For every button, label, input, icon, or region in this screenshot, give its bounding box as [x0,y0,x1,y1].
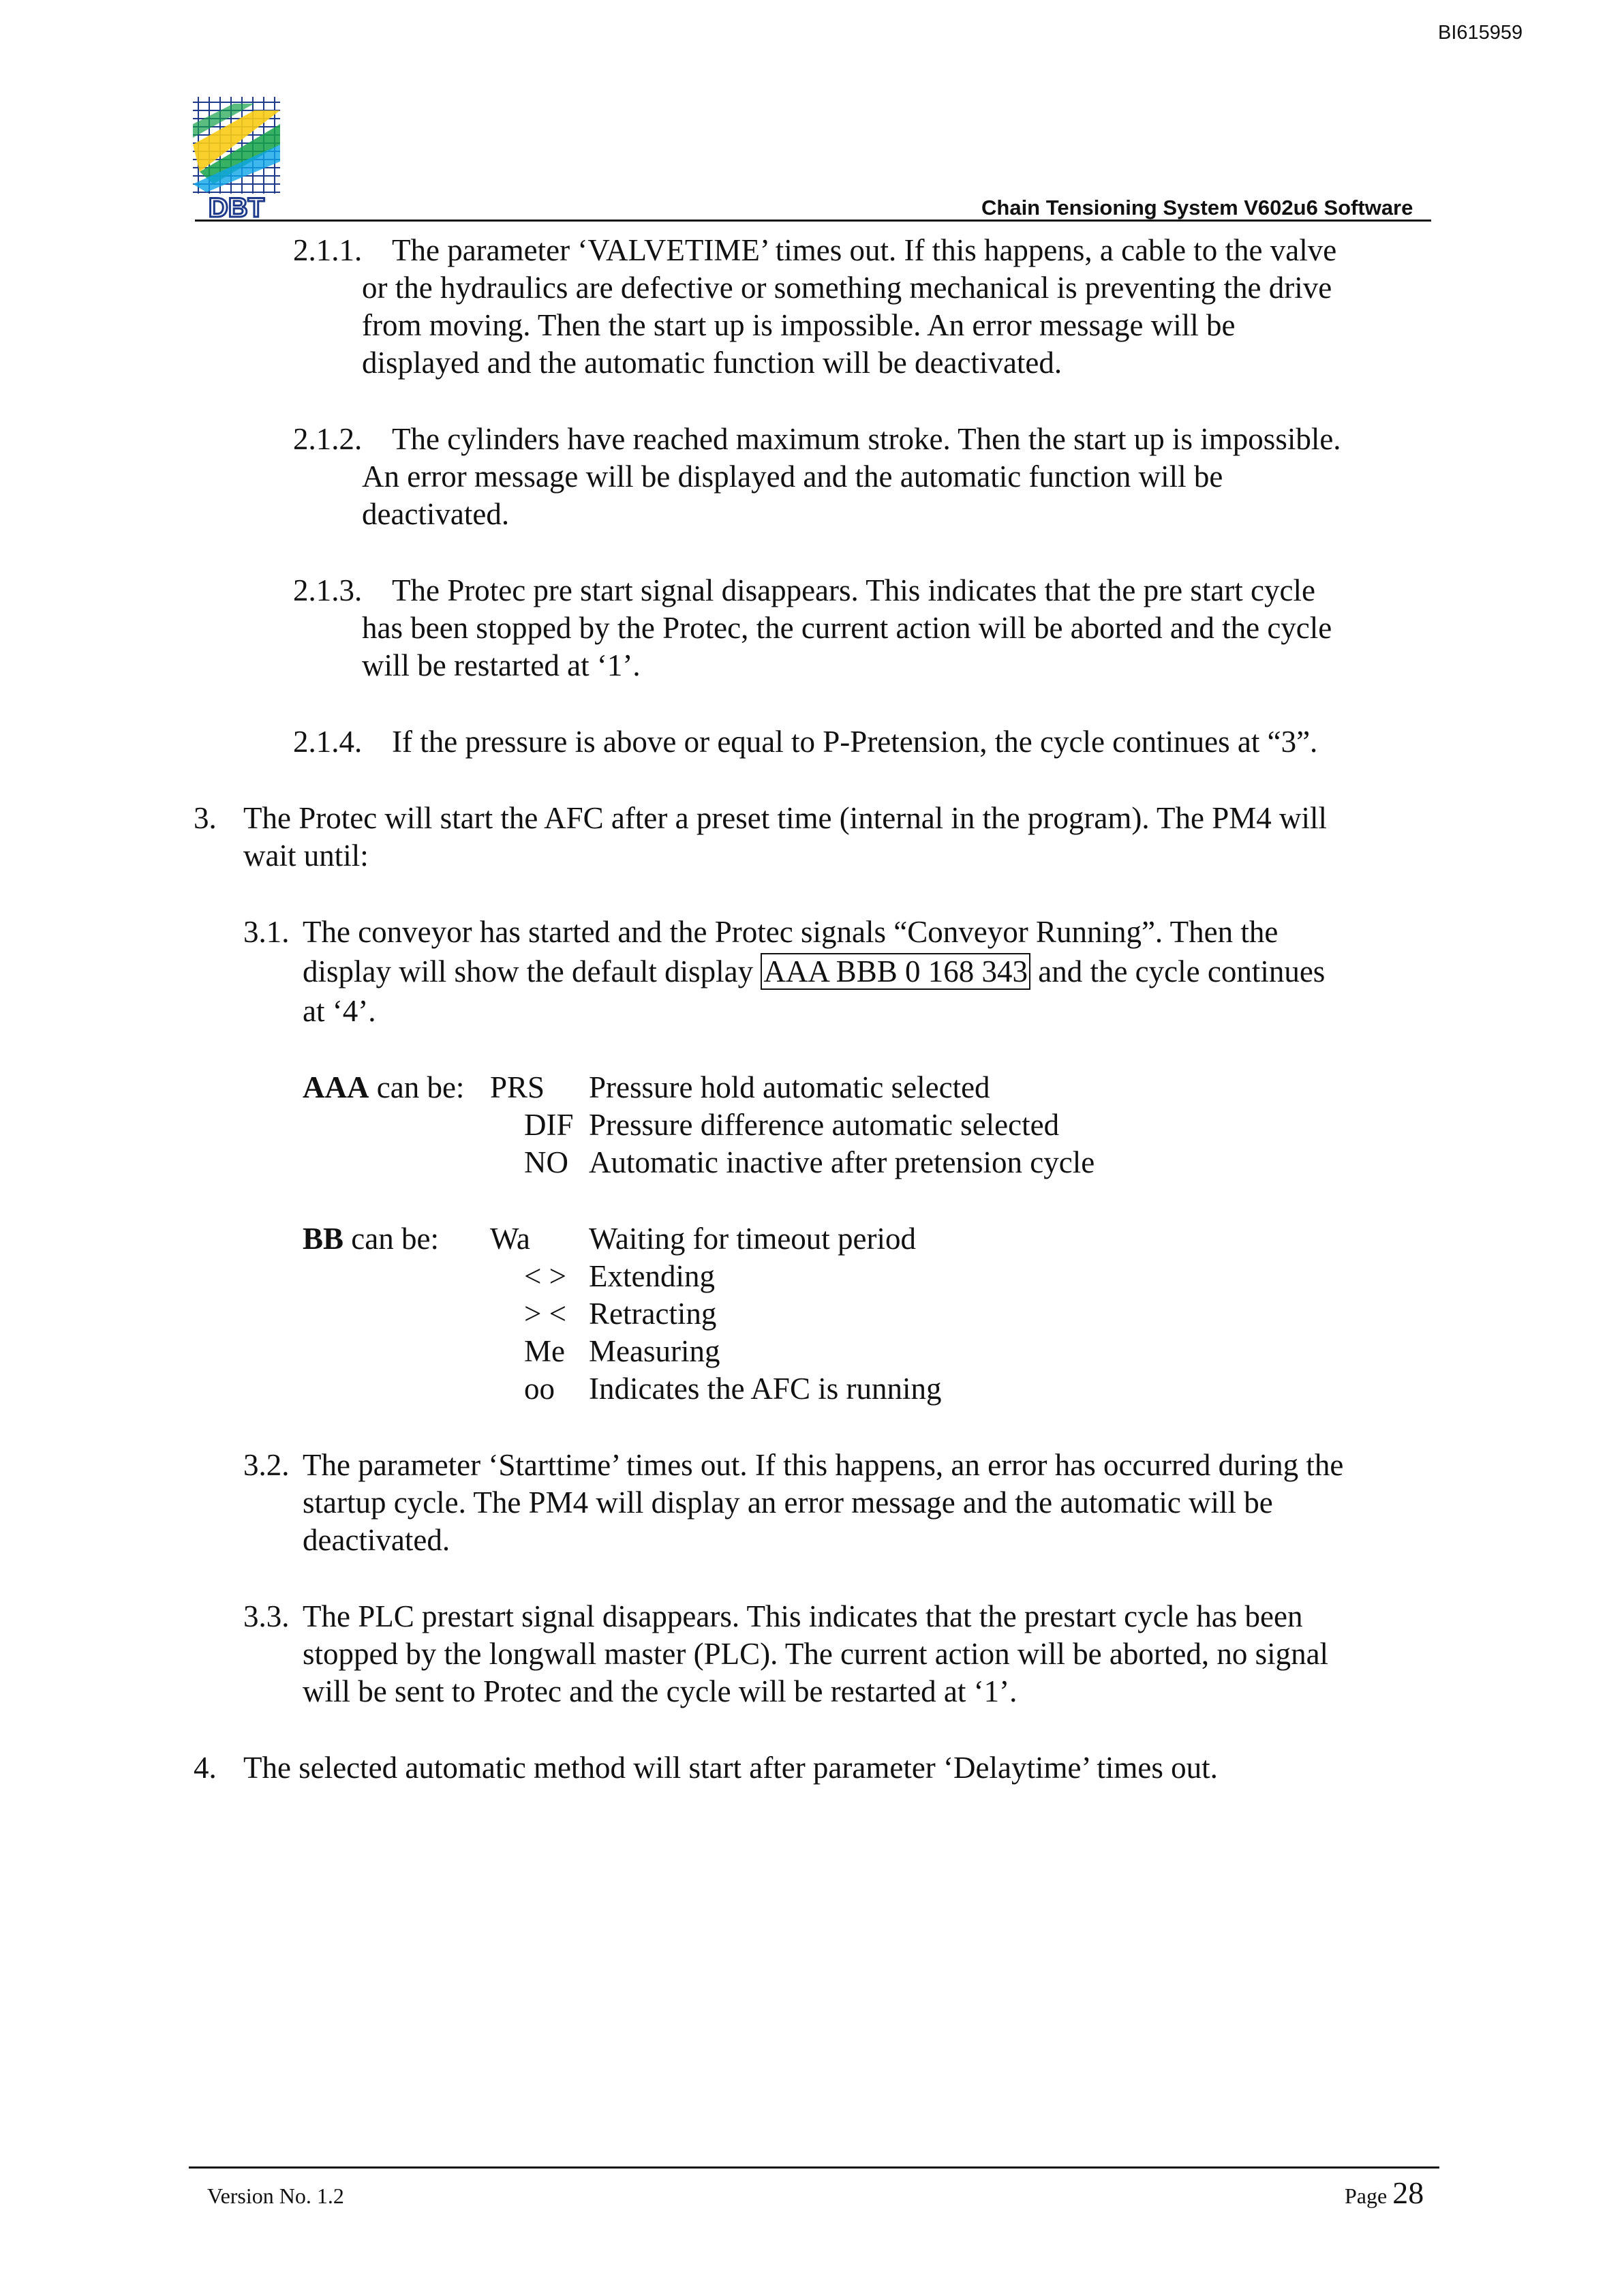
paragraph-line: The cylinders have reached maximum stroke. Then the start up is impossible. [392,422,1341,456]
paragraph-line: or the hydraulics are defective or something mechanical is preventing the drive [362,271,1332,305]
paragraph-line: The conveyor has started and the Protec signals “Conveyor Running”. Then the [303,915,1279,949]
paragraph-line [303,952,1325,991]
definition-label-text: can be: [343,1222,439,1256]
paragraph-line: If the pressure is above or equal to P-Pretension, the cycle continues at “3”. [392,725,1318,759]
definition-code: > < [524,1297,567,1331]
paragraph-line: displayed and the automatic function will be deactivated. [362,346,1062,380]
paragraph-line: The Protec will start the AFC after a preset time (internal in the program). The PM4 will [243,801,1328,835]
definition-code: PRS [490,1070,545,1104]
section-number: 3.3. [243,1599,290,1633]
section-number: 2.1.1. [293,233,363,267]
footer-divider [189,2166,1439,2169]
definition-code: Wa [490,1222,530,1256]
paragraph-line: from moving. Then the start up is impossible. An error message will be [362,308,1236,342]
header-divider [195,220,1431,222]
svg-text:DBT: DBT [208,193,265,220]
definition-term: AAA [303,1070,369,1104]
paragraph-line: The PLC prestart signal disappears. This indicates that the prestart cycle has been [303,1599,1303,1633]
section-number: 2.1.2. [293,422,363,456]
default-display-readout: AAA BBB 0 168 343 [761,953,1030,990]
document-id: BI615959 [1438,22,1523,44]
page-number [1345,2175,1424,2211]
section-number: 3.1. [243,915,290,949]
definition-code: Me [524,1334,565,1368]
dbt-logo [193,97,280,220]
header-title: Chain Tensioning System V602u6 Software [981,196,1413,220]
paragraph-line: startup cycle. The PM4 will display an error message and the automatic will be [303,1485,1273,1520]
paragraph-line: The Protec pre start signal disappears. This indicates that the pre start cycle [392,573,1315,607]
definition-description: Extending [589,1259,715,1293]
definition-term: BB [303,1222,344,1256]
definition-label [303,1068,464,1106]
definition-description: Automatic inactive after pretension cycle [589,1145,1095,1179]
paragraph-line: The selected automatic method will start after parameter ‘Delaytime’ times out. [243,1751,1218,1785]
paragraph-line: An error message will be displayed and the automatic function will be [362,459,1223,494]
definition-description: Indicates the AFC is running [589,1372,942,1406]
definition-code: oo [524,1372,555,1406]
definition-code: DIF [524,1108,574,1142]
definition-label-text: can be: [369,1070,465,1104]
paragraph-line: will be sent to Protec and the cycle will be restarted at ‘1’. [303,1674,1017,1708]
paragraph-line: deactivated. [362,497,510,531]
paragraph-line: has been stopped by the Protec, the current action will be aborted and the cycle [362,611,1332,645]
page-label: Page [1345,2184,1388,2208]
definition-description: Waiting for timeout period [589,1222,917,1256]
paragraph-line: The parameter ‘VALVETIME’ times out. If this happens, a cable to the valve [392,233,1337,267]
definition-label [303,1220,439,1258]
definition-description: Pressure hold automatic selected [589,1070,990,1104]
version-number: Version No. 1.2 [207,2184,344,2208]
section-number: 4. [194,1751,217,1785]
page-number-value: 28 [1392,2175,1424,2210]
definition-code: NO [524,1145,568,1179]
section-number: 2.1.4. [293,725,363,759]
definition-code: < > [524,1259,567,1293]
paragraph-line: will be restarted at ‘1’. [362,648,641,682]
definition-description: Measuring [589,1334,720,1368]
definition-description: Retracting [589,1297,717,1331]
paragraph-line: stopped by the longwall master (PLC). The current action will be aborted, no signal [303,1637,1329,1671]
section-number: 3. [194,801,217,835]
paragraph-line: The parameter ‘Starttime’ times out. If this happens, an error has occurred during the [303,1448,1344,1482]
paragraph-line: at ‘4’. [303,994,376,1028]
paragraph-line: deactivated. [303,1523,450,1557]
paragraph-text: display will show the default display [303,954,761,988]
paragraph-text: and the cycle continues [1030,954,1326,988]
definition-description: Pressure difference automatic selected [589,1108,1060,1142]
section-number: 2.1.3. [293,573,363,607]
paragraph-line: wait until: [243,839,369,873]
section-number: 3.2. [243,1448,290,1482]
